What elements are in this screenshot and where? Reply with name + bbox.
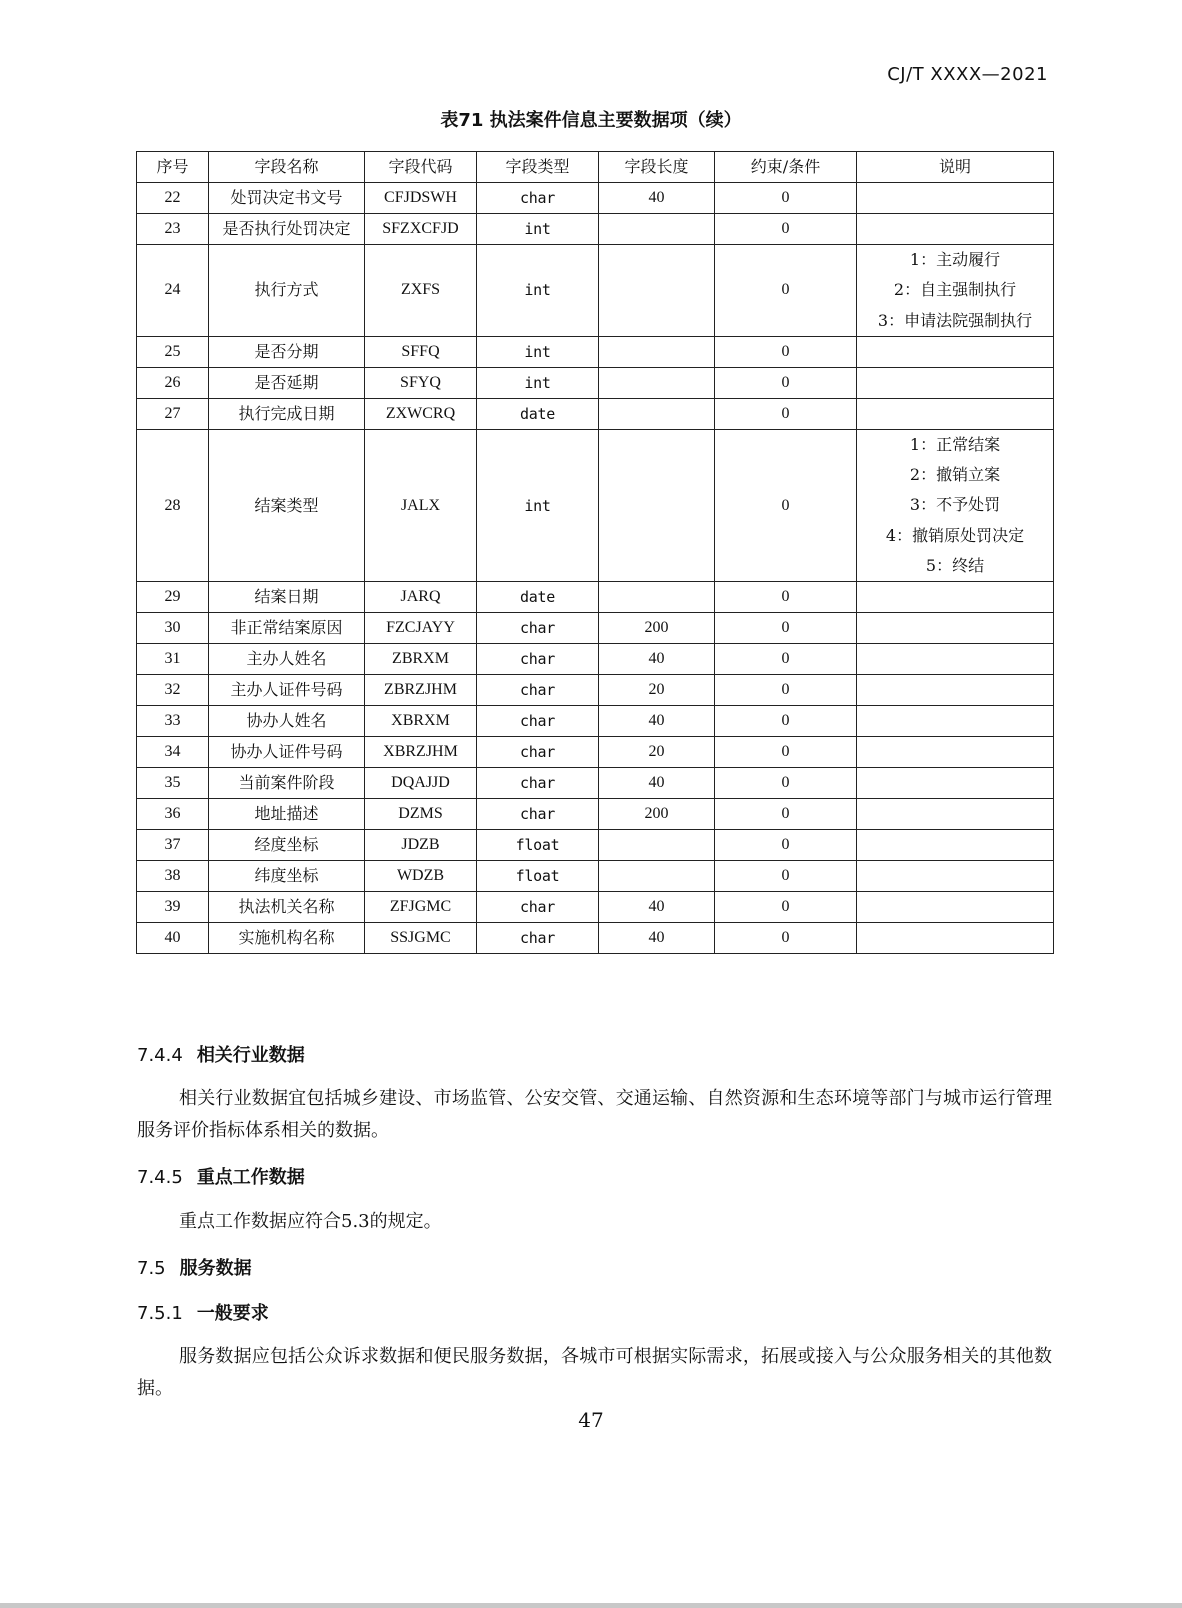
cell-constraint: 0 [715, 737, 857, 768]
cell-length [599, 214, 715, 245]
cell-notes [857, 183, 1054, 214]
cell-notes [857, 830, 1054, 861]
section-body-7-4-5: 重点工作数据应符合5.3的规定。 [179, 1211, 442, 1232]
cell-no: 34 [137, 737, 209, 768]
cell-length: 20 [599, 737, 715, 768]
section-title: 一般要求 [196, 1303, 269, 1324]
cell-constraint: 0 [715, 675, 857, 706]
table-row [137, 923, 1054, 954]
table-row [137, 644, 1054, 675]
cell-type: char [477, 183, 599, 214]
cell-constraint: 0 [715, 861, 857, 892]
cell-notes [857, 892, 1054, 923]
cell-no: 30 [137, 613, 209, 644]
column-header-no: 序号 [137, 152, 209, 183]
document-code: CJ/T XXXX—2021 [887, 64, 1048, 85]
cell-no: 39 [137, 892, 209, 923]
table-header-row [137, 152, 1054, 183]
cell-no: 24 [137, 245, 209, 337]
cell-length [599, 336, 715, 367]
cell-type: char [477, 892, 599, 923]
table-row [137, 861, 1054, 892]
cell-length: 40 [599, 644, 715, 675]
cell-constraint: 0 [715, 582, 857, 613]
cell-type: int [477, 214, 599, 245]
cell-no: 27 [137, 398, 209, 429]
cell-constraint: 0 [715, 245, 857, 337]
cell-constraint: 0 [715, 644, 857, 675]
cell-name: 纬度坐标 [209, 861, 365, 892]
cell-code: SFZXCFJD [365, 214, 477, 245]
cell-constraint: 0 [715, 892, 857, 923]
note-line: 1：正常结案 [909, 434, 1001, 454]
cell-no: 38 [137, 861, 209, 892]
section-heading-7-4-5 [137, 1163, 305, 1189]
cell-constraint: 0 [715, 214, 857, 245]
section-number: 7.4.4 [137, 1045, 183, 1066]
cell-name: 执行方式 [209, 245, 365, 337]
section-title: 服务数据 [179, 1258, 252, 1279]
cell-type: char [477, 613, 599, 644]
cell-name: 实施机构名称 [209, 923, 365, 954]
cell-name: 是否分期 [209, 336, 365, 367]
cell-constraint: 0 [715, 706, 857, 737]
cell-name: 地址描述 [209, 799, 365, 830]
cell-type: int [477, 245, 599, 337]
table-row [137, 398, 1054, 429]
cell-no: 33 [137, 706, 209, 737]
column-header-name: 字段名称 [209, 152, 365, 183]
table-row [137, 613, 1054, 644]
cell-notes [857, 923, 1054, 954]
cell-code: ZXFS [365, 245, 477, 337]
table-row [137, 706, 1054, 737]
section-body-7-5-1: 服务数据应包括公众诉求数据和便民服务数据，各城市可根据实际需求，拓展或接入与公众服务相关的其他数据。 [137, 1346, 1052, 1399]
cell-code: DQAJJD [365, 768, 477, 799]
column-header-code: 字段代码 [365, 152, 477, 183]
cell-notes [857, 799, 1054, 830]
cell-name: 主办人证件号码 [209, 675, 365, 706]
cell-notes [857, 429, 1054, 581]
cell-constraint: 0 [715, 923, 857, 954]
cell-notes [857, 367, 1054, 398]
cell-name: 协办人证件号码 [209, 737, 365, 768]
cell-name: 是否执行处罚决定 [209, 214, 365, 245]
cell-no: 31 [137, 644, 209, 675]
data-items-table [136, 151, 1054, 954]
cell-name: 主办人姓名 [209, 644, 365, 675]
cell-name: 结案日期 [209, 582, 365, 613]
cell-no: 26 [137, 367, 209, 398]
cell-constraint: 0 [715, 183, 857, 214]
section-number: 7.5.1 [137, 1303, 183, 1324]
cell-length [599, 861, 715, 892]
cell-length: 40 [599, 923, 715, 954]
cell-type: int [477, 429, 599, 581]
cell-length [599, 582, 715, 613]
section-title: 相关行业数据 [196, 1045, 305, 1066]
cell-type: char [477, 644, 599, 675]
cell-type: float [477, 830, 599, 861]
table-body [137, 183, 1054, 954]
note-line: 5：终结 [925, 556, 985, 576]
cell-type: char [477, 706, 599, 737]
cell-no: 35 [137, 768, 209, 799]
cell-name: 是否延期 [209, 367, 365, 398]
cell-name: 协办人姓名 [209, 706, 365, 737]
cell-no: 40 [137, 923, 209, 954]
page-number: 47 [578, 1408, 604, 1432]
note-line: 1：主动履行 [909, 250, 1001, 269]
cell-notes [857, 613, 1054, 644]
note-line: 3：不予处罚 [909, 495, 1001, 515]
cell-notes [857, 398, 1054, 429]
cell-length [599, 830, 715, 861]
cell-type: int [477, 367, 599, 398]
cell-type: float [477, 861, 599, 892]
section-number: 7.4.5 [137, 1167, 183, 1188]
section-heading-7-4-4 [137, 1041, 305, 1067]
cell-code: JALX [365, 429, 477, 581]
cell-name: 结案类型 [209, 429, 365, 581]
cell-no: 25 [137, 336, 209, 367]
column-header-constraint: 约束/条件 [715, 152, 857, 183]
cell-code: JDZB [365, 830, 477, 861]
table-row [137, 429, 1054, 581]
viewer-bottom-edge [0, 1603, 1182, 1608]
section-body-7-4-4: 相关行业数据宜包括城乡建设、市场监管、公安交管、交通运输、自然资源和生态环境等部门与城市运行管理服务评价指标体系相关的数据。 [137, 1088, 1052, 1141]
cell-length: 40 [599, 768, 715, 799]
cell-length: 20 [599, 675, 715, 706]
cell-length [599, 245, 715, 337]
cell-constraint: 0 [715, 367, 857, 398]
table-row [137, 768, 1054, 799]
cell-code: ZBRZJHM [365, 675, 477, 706]
cell-constraint: 0 [715, 768, 857, 799]
cell-no: 23 [137, 214, 209, 245]
cell-code: DZMS [365, 799, 477, 830]
cell-code: JARQ [365, 582, 477, 613]
cell-notes [857, 675, 1054, 706]
cell-no: 29 [137, 582, 209, 613]
cell-type: char [477, 737, 599, 768]
cell-constraint: 0 [715, 799, 857, 830]
cell-no: 32 [137, 675, 209, 706]
cell-code: FZCJAYY [365, 613, 477, 644]
cell-length [599, 398, 715, 429]
table-row [137, 582, 1054, 613]
cell-code: SFFQ [365, 336, 477, 367]
cell-no: 36 [137, 799, 209, 830]
note-line: 2：撤销立案 [909, 465, 1001, 485]
cell-type: date [477, 398, 599, 429]
cell-notes [857, 336, 1054, 367]
cell-code: ZBRXM [365, 644, 477, 675]
cell-notes [857, 861, 1054, 892]
cell-name: 非正常结案原因 [209, 613, 365, 644]
cell-code: WDZB [365, 861, 477, 892]
cell-length: 200 [599, 613, 715, 644]
column-header-type: 字段类型 [477, 152, 599, 183]
table-row [137, 830, 1054, 861]
cell-constraint: 0 [715, 429, 857, 581]
cell-notes [857, 582, 1054, 613]
cell-length: 40 [599, 706, 715, 737]
section-heading-7-5 [137, 1254, 252, 1280]
cell-constraint: 0 [715, 613, 857, 644]
table-row [137, 799, 1054, 830]
cell-code: SFYQ [365, 367, 477, 398]
note-line: 2：自主强制执行 [893, 280, 1017, 300]
cell-length [599, 429, 715, 581]
cell-notes [857, 768, 1054, 799]
note-line: 3：申请法院强制执行 [877, 310, 1033, 330]
cell-code: XBRZJHM [365, 737, 477, 768]
cell-type: char [477, 923, 599, 954]
cell-name: 执法机关名称 [209, 892, 365, 923]
cell-code: SSJGMC [365, 923, 477, 954]
cell-notes [857, 245, 1054, 337]
table-row [137, 892, 1054, 923]
section-heading-7-5-1 [137, 1299, 269, 1325]
cell-notes [857, 706, 1054, 737]
cell-type: char [477, 675, 599, 706]
section-title: 重点工作数据 [196, 1167, 305, 1188]
cell-no: 28 [137, 429, 209, 581]
cell-type: date [477, 582, 599, 613]
cell-no: 22 [137, 183, 209, 214]
cell-name: 当前案件阶段 [209, 768, 365, 799]
cell-constraint: 0 [715, 398, 857, 429]
table-row [137, 183, 1054, 214]
column-header-length: 字段长度 [599, 152, 715, 183]
cell-type: char [477, 768, 599, 799]
cell-length: 40 [599, 183, 715, 214]
cell-code: XBRXM [365, 706, 477, 737]
note-line: 4：撤销原处罚决定 [885, 525, 1025, 545]
table-row [137, 245, 1054, 337]
table-row [137, 336, 1054, 367]
cell-no: 37 [137, 830, 209, 861]
table-row [137, 675, 1054, 706]
cell-notes [857, 214, 1054, 245]
cell-name: 处罚决定书文号 [209, 183, 365, 214]
table-row [137, 737, 1054, 768]
table-caption: 表71 执法案件信息主要数据项（续） [440, 110, 742, 131]
cell-length [599, 367, 715, 398]
cell-code: ZXWCRQ [365, 398, 477, 429]
cell-length: 40 [599, 892, 715, 923]
cell-code: ZFJGMC [365, 892, 477, 923]
cell-length: 200 [599, 799, 715, 830]
section-number: 7.5 [137, 1258, 166, 1279]
cell-constraint: 0 [715, 336, 857, 367]
cell-notes [857, 737, 1054, 768]
cell-type: int [477, 336, 599, 367]
table-row [137, 214, 1054, 245]
cell-constraint: 0 [715, 830, 857, 861]
cell-name: 经度坐标 [209, 830, 365, 861]
column-header-notes: 说明 [857, 152, 1054, 183]
cell-code: CFJDSWH [365, 183, 477, 214]
cell-notes [857, 644, 1054, 675]
table-row [137, 367, 1054, 398]
cell-type: char [477, 799, 599, 830]
cell-name: 执行完成日期 [209, 398, 365, 429]
